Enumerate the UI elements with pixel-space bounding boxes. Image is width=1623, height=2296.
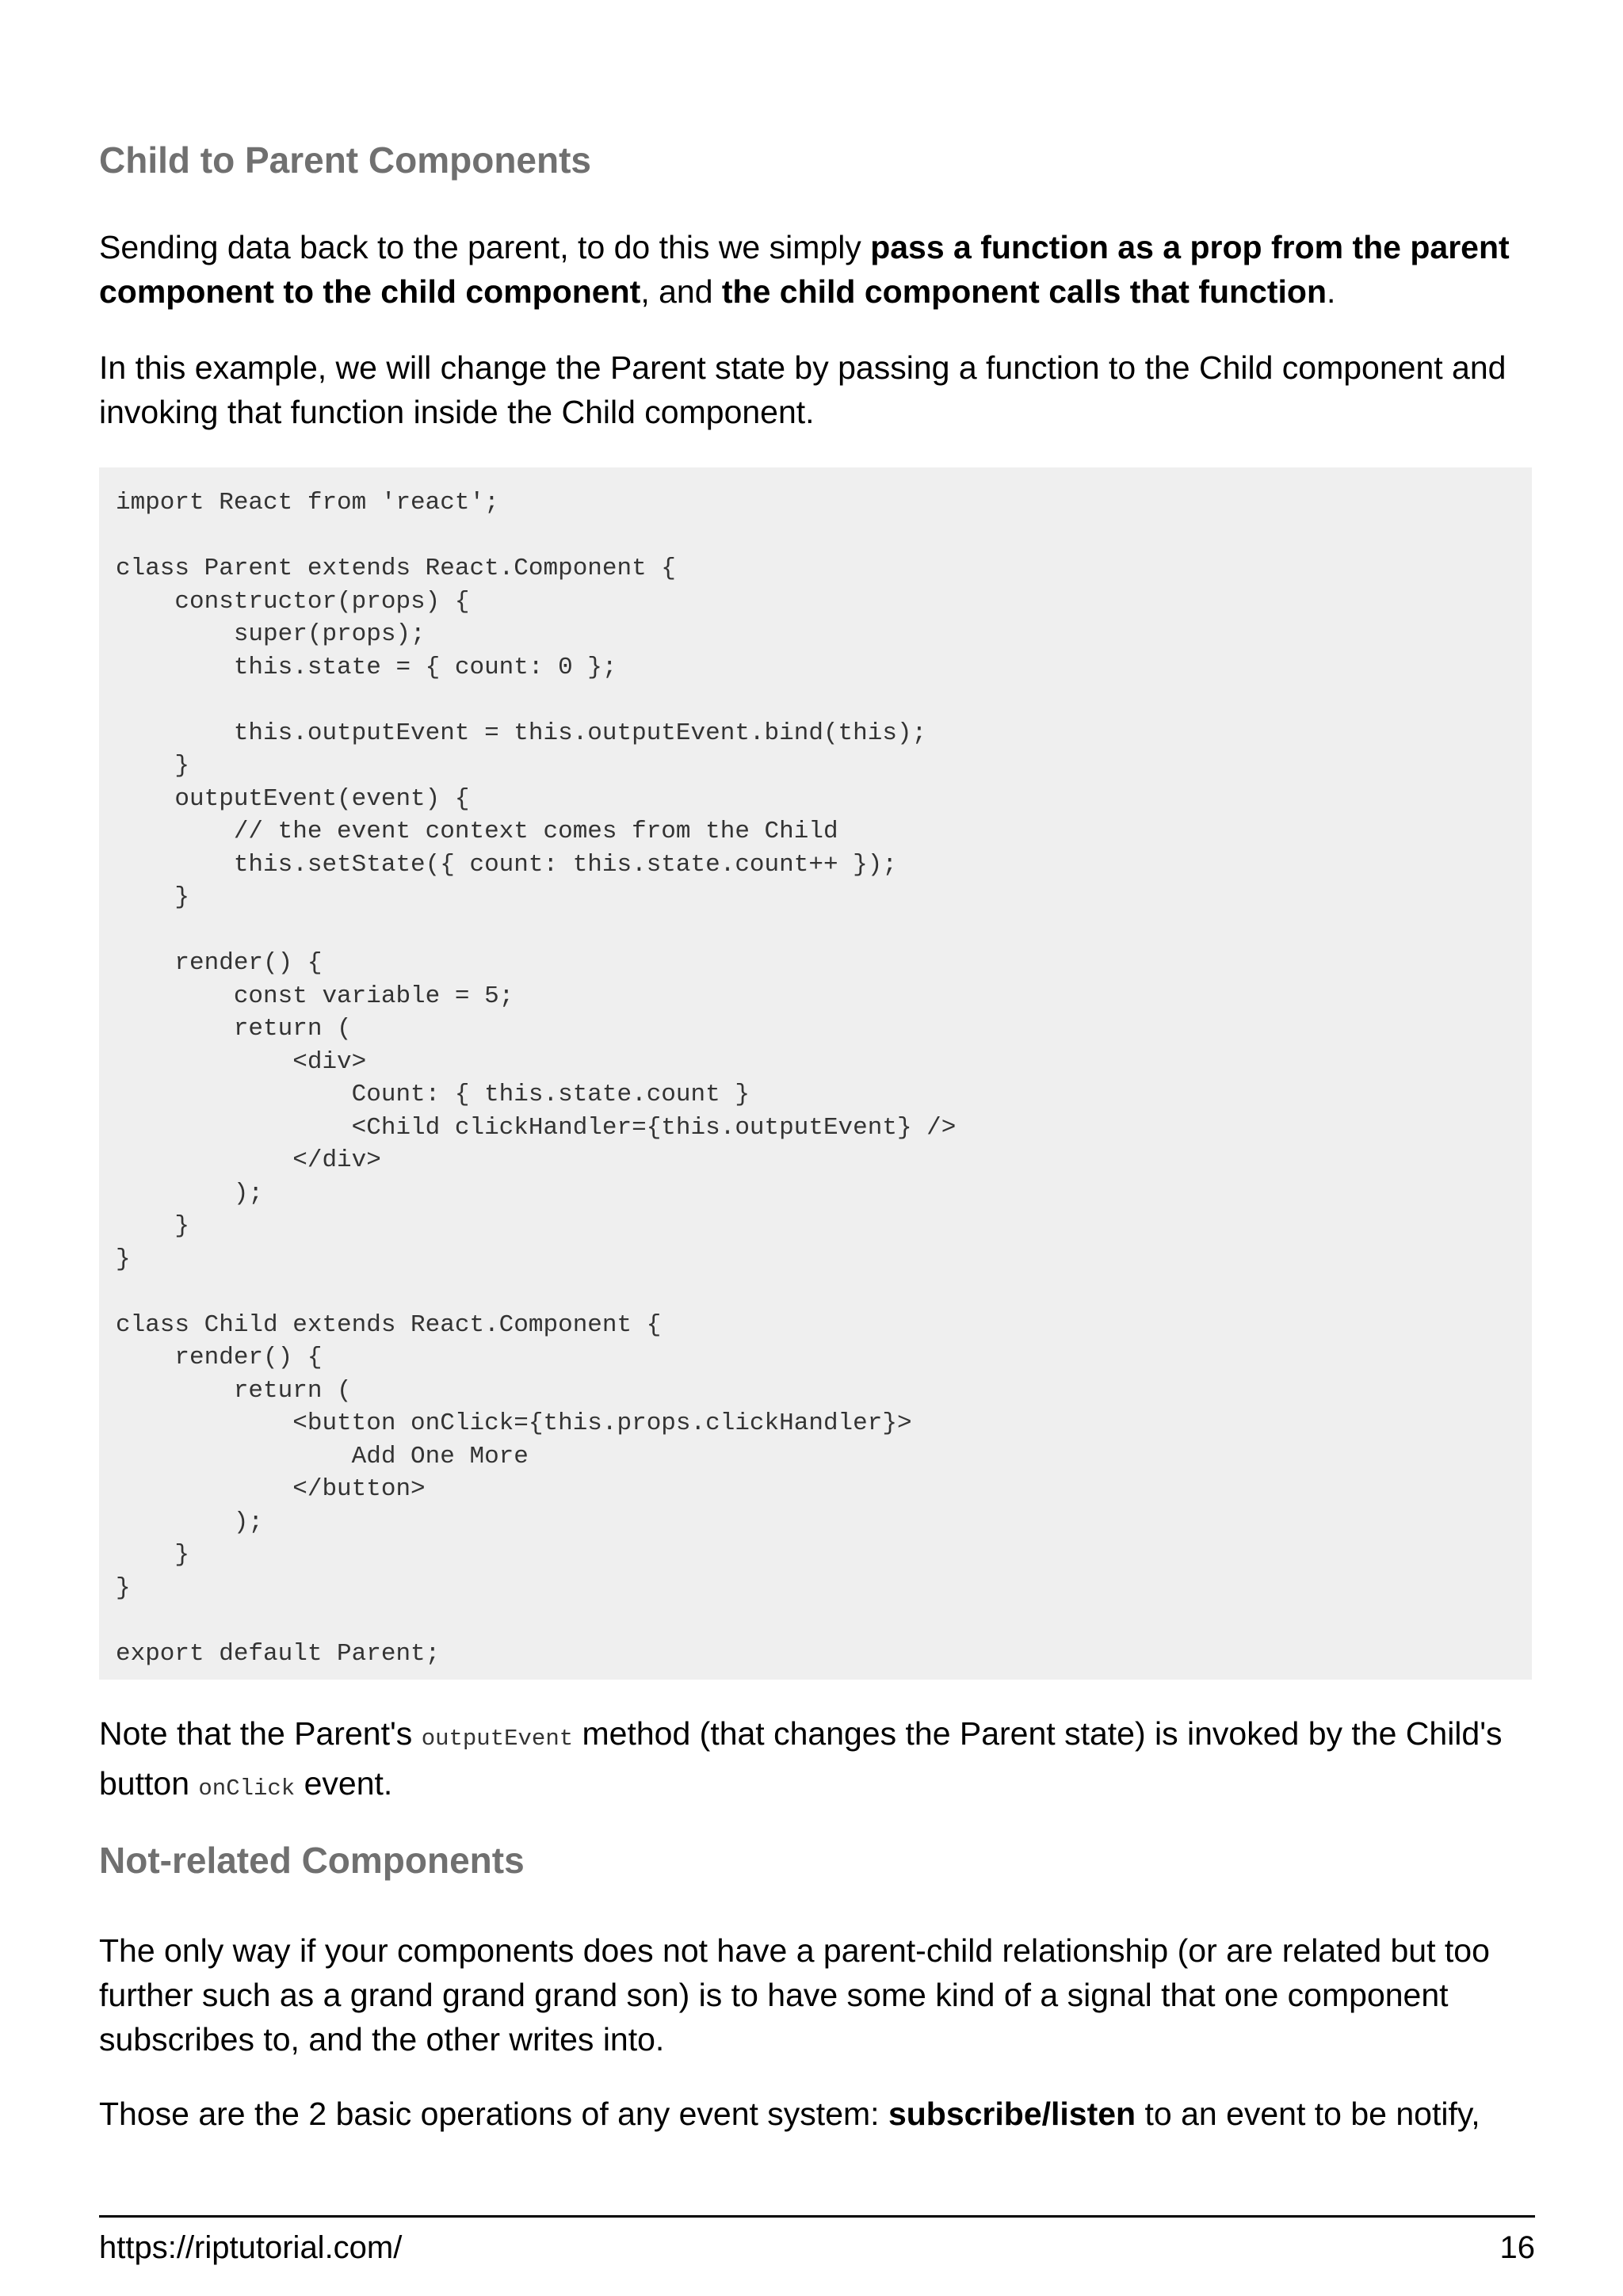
text-run: .	[1327, 273, 1336, 310]
code-listing: import React from 'react'; class Parent extends React.Component { constructor(props) { super(props); this.state = { count: 0 }; this.outputEvent = this.outputEvent.bind(this); } outputEvent(event) { // the event context comes from the Child this.setState({ count: this.state.count++ }); } render() { const variable = 5; return ( <div> Count: { this.state.count } <Child clickHandler={this.outputEvent} /> </div> ); } } class Child extends React.Component { render() { return ( <button onClick={this.props.clickHandler}> Add One More </button> ); } } export default Parent;	[116, 489, 957, 1668]
code-block	[99, 467, 1532, 1680]
bold-text-pass-function: pass a function as a prop from the parent component to the child component	[99, 229, 1510, 310]
paragraph-event-system	[99, 2092, 1533, 2136]
inline-code-onclick: onClick	[198, 1775, 296, 1802]
text-run: , and	[640, 273, 722, 310]
text-run: Sending data back to the parent, to do this we simply	[99, 229, 871, 265]
paragraph-intro	[99, 225, 1533, 314]
bold-text-child-calls: the child component calls that function	[721, 273, 1327, 310]
section-heading-not-related: Not-related Components	[99, 1840, 525, 1881]
text-run: Note that the Parent's	[99, 1715, 422, 1752]
text-run: to an event to be notify,	[1136, 2096, 1480, 2132]
inline-code-outputevent: outputEvent	[421, 1726, 574, 1752]
text-run: event.	[295, 1765, 393, 1802]
page-number: 16	[1499, 2230, 1535, 2265]
section-heading-child-to-parent: Child to Parent Components	[99, 139, 591, 181]
text-run: Those are the 2 basic operations of any event system:	[99, 2096, 888, 2132]
footer-divider	[99, 2215, 1535, 2218]
paragraph-example: In this example, we will change the Parent state by passing a function to the Child component and invoking that function inside the Child component.	[99, 349, 1507, 430]
paragraph-not-related: The only way if your components does not have a parent-child relationship (or are related but too further such as a grand grand grand son) is to have some kind of a signal that one component subscribes to, and the other writes into.	[99, 1932, 1490, 2058]
paragraph-note	[99, 1711, 1533, 1811]
footer-url-link[interactable]: https://riptutorial.com/	[99, 2230, 403, 2265]
text-run: method (that changes the Parent state) is invoked by the Child's button	[99, 1715, 1503, 1802]
bold-text-subscribe-listen: subscribe/listen	[888, 2096, 1136, 2132]
